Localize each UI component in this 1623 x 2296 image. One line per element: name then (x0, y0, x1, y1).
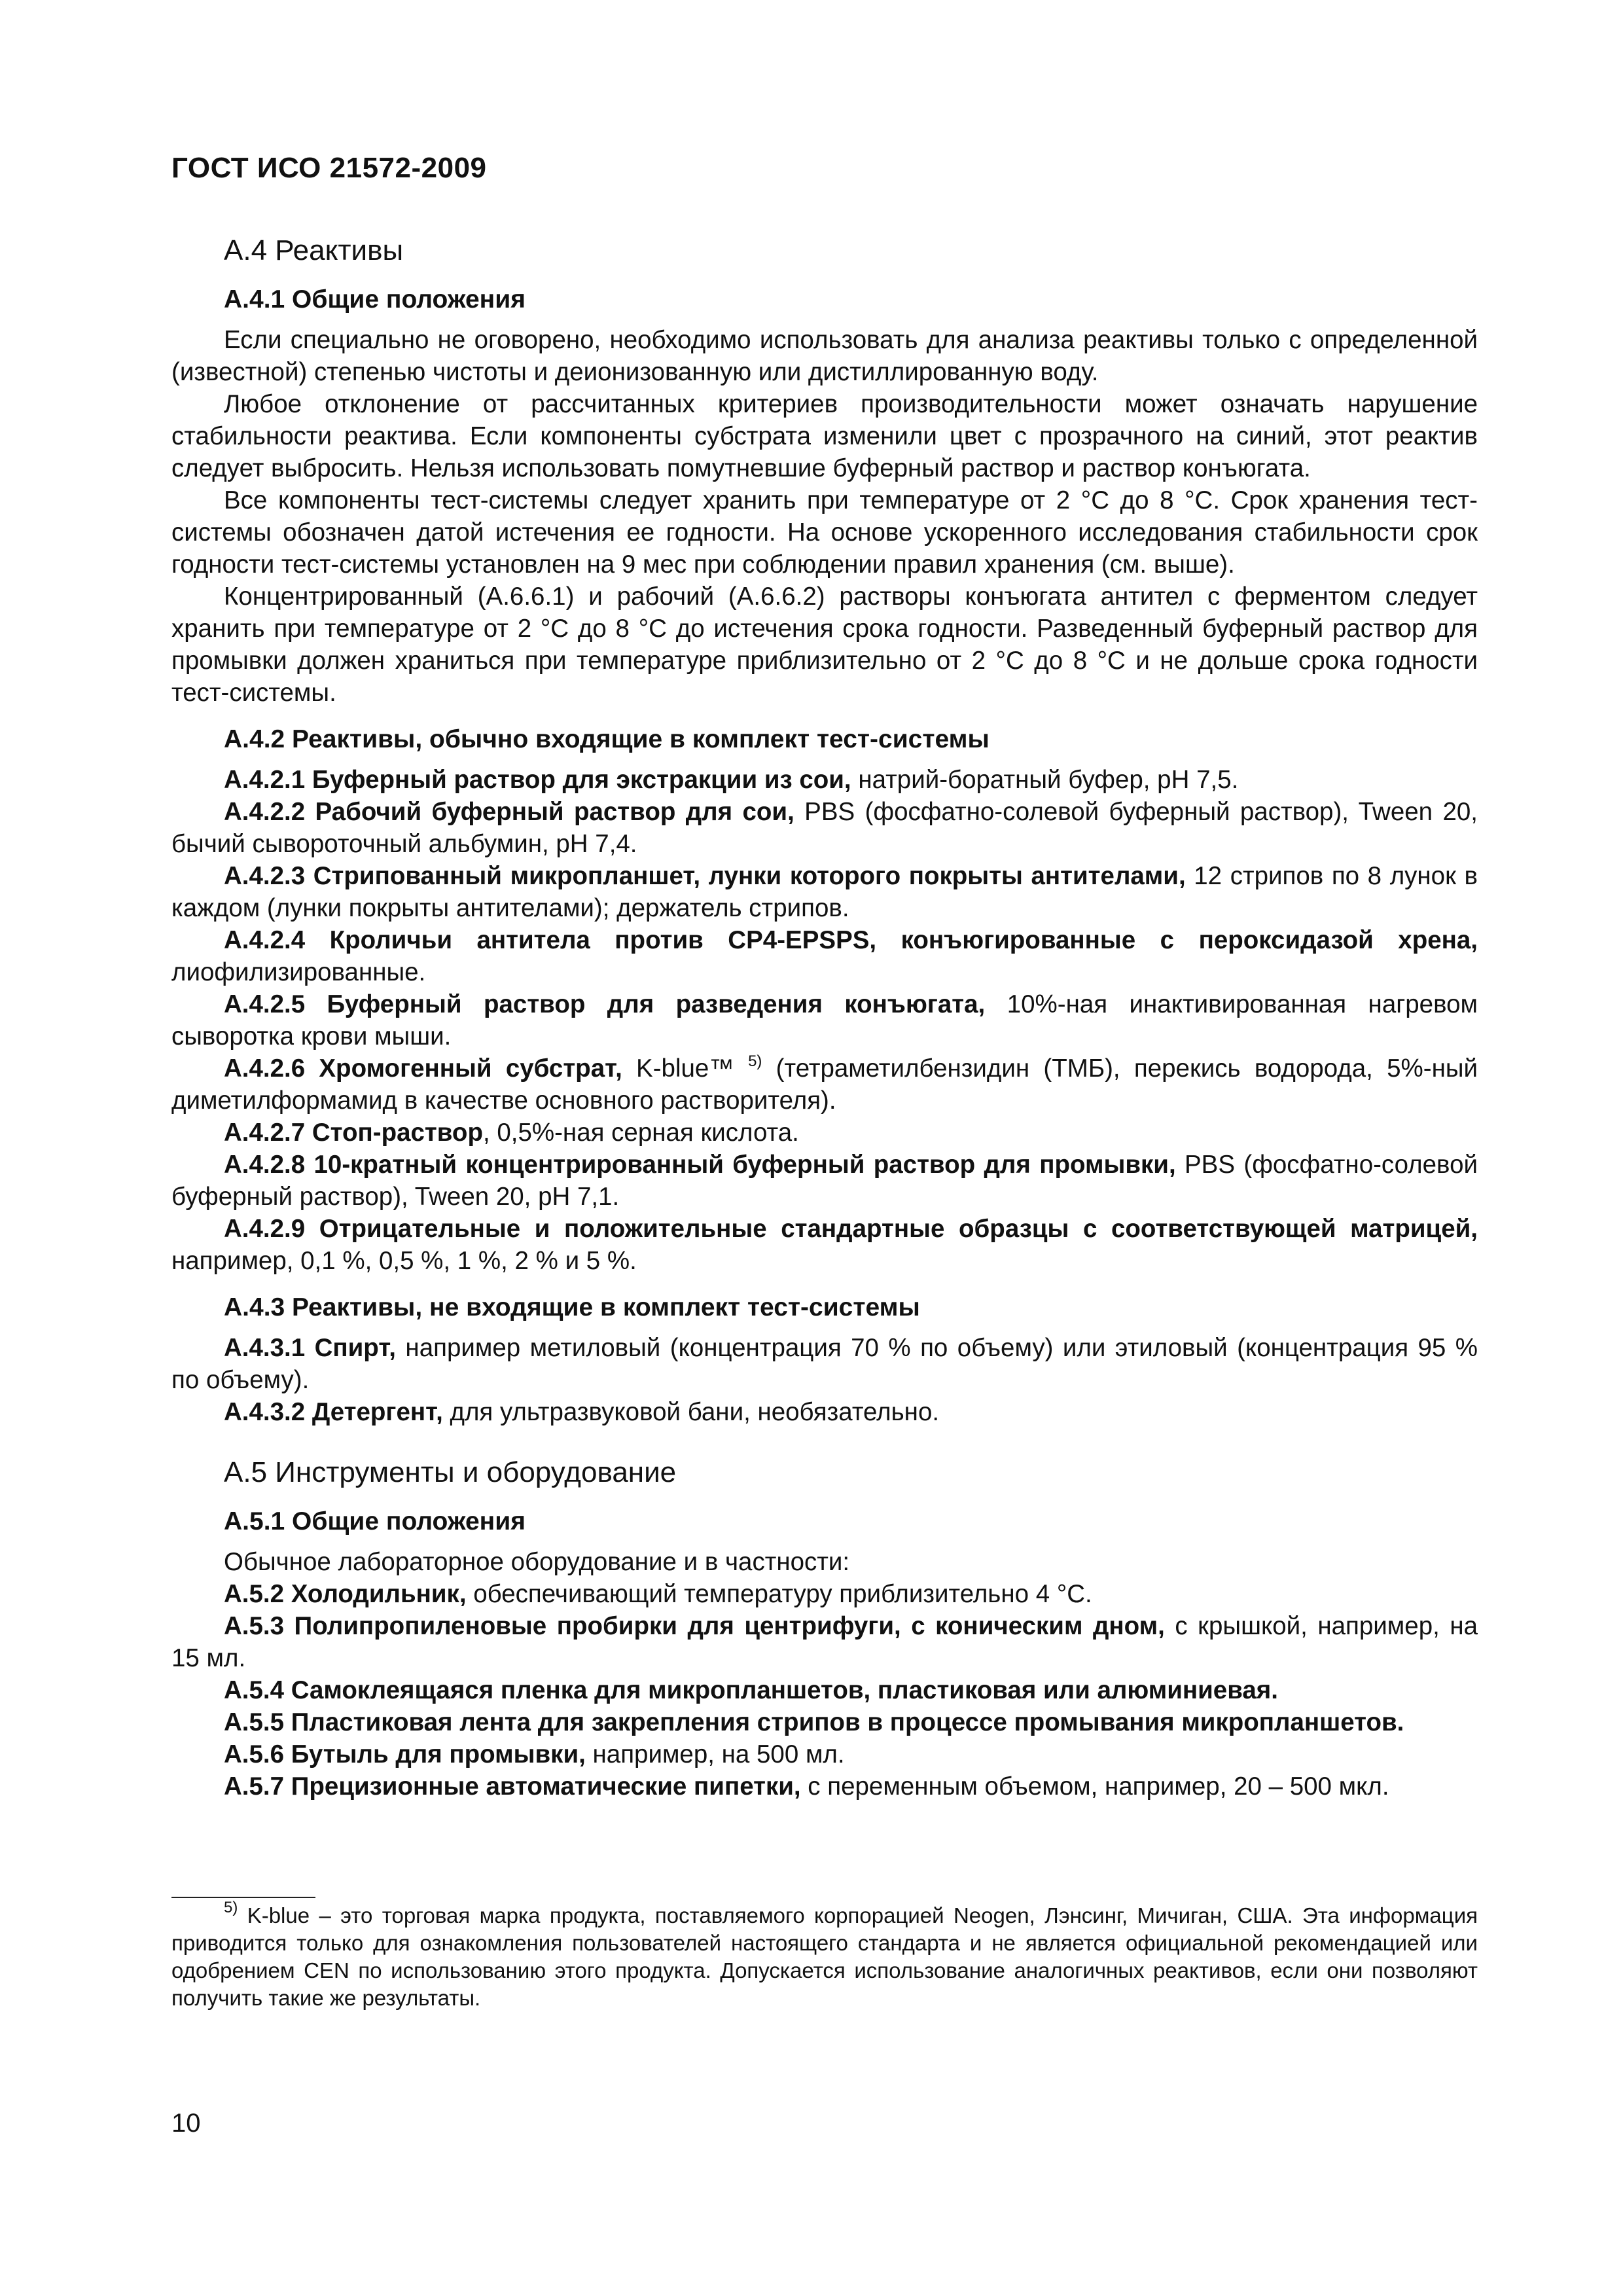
list-item: А.5.3 Полипропиленовые пробирки для центрифуги, с коническим дном, с крышкой, например, на 15 мл. (171, 1612, 1478, 1672)
subsection-a41-title: А.4.1 Общие положения (224, 285, 526, 314)
paragraph: Любое отклонение от рассчитанных критериев производительности может означать нарушение стабильности реактива. Если компоненты субстрата изменили цвет с прозрачного на синий, этот реактив следует выбросить. Нельзя использовать помутневшие буферный раствор и раствор конъюгата. (171, 390, 1478, 482)
footnote-ref[interactable]: 5) (748, 1052, 762, 1070)
list-item: А.4.2.2 Рабочий буферный раствор для сои, PBS (фосфатно-солевой буферный раствор), Tween 20, бычий сывороточный альбумин, рН 7,4. (171, 798, 1478, 858)
list-item: А.5.6 Бутыль для промывки, например, на 500 мл. (224, 1740, 845, 1768)
footnote: $^{5)}$ K-blue – это торговая марка продукта, поставляемого корпорацией Neogen, Лэнсинг, Мичиган, США. Эта информация приводится только для ознакомления пользователей настоящего стандарта и не является официальной рекомендацией или одобрением CEN по использованию этого продукта. Допускается использование аналогичных реактивов, если они позволяют получить такие же результаты. (171, 1899, 1478, 2010)
list-item: А.4.2.5 Буферный раствор для разведения конъюгата, 10%-ная инактивированная нагревом сыворотка крови мыши. (171, 990, 1478, 1050)
list-item: А.4.2.8 10-кратный концентрированный буферный раствор для промывки, PBS (фосфатно-солевой буферный раствор), Tween 20, рН 7,1. (171, 1151, 1478, 1211)
document-header: ГОСТ ИСО 21572-2009 (171, 152, 487, 184)
list-item: А.5.5 Пластиковая лента для закрепления стрипов в процессе промывания микропланшетов. (224, 1708, 1404, 1736)
list-item: А.5.7 Прецизионные автоматические пипетки, с переменным объемом, например, 20 – 500 мкл. (224, 1772, 1389, 1801)
section-a5-title: А.5 Инструменты и оборудование (224, 1456, 677, 1488)
list-item: А.4.3.1 Спирт, например метиловый (концентрация 70 % по объему) или этиловый (концентрация 95 % по объему). (171, 1334, 1478, 1394)
paragraph: Обычное лабораторное оборудование и в частности: (224, 1548, 850, 1576)
list-item: А.5.2 Холодильник, обеспечивающий температуру приблизительно 4 °С. (224, 1580, 1092, 1608)
subsection-a43-title: А.4.3 Реактивы, не входящие в комплект тест-системы (224, 1293, 920, 1321)
page-number: 10 (171, 2109, 201, 2138)
list-item: А.4.2.1 Буферный раствор для экстракции из сои, натрий-боратный буфер, рН 7,5. (224, 766, 1239, 794)
list-item: А.4.2.9 Отрицательные и положительные стандартные образцы с соответствующей матрицей, например, 0,1 %, 0,5 %, 1 %, 2 % и 5 %. (171, 1215, 1478, 1275)
list-item: А.4.2.4 Кроличьи антитела против СР4-EPSPS, конъюгированные с пероксидазой хрена, лиофилизированные. (171, 926, 1478, 986)
subsection-a51-title: А.5.1 Общие положения (224, 1507, 526, 1535)
subsection-a42-title: А.4.2 Реактивы, обычно входящие в комплект тест-системы (224, 725, 990, 753)
paragraph: Если специально не оговорено, необходимо использовать для анализа реактивы только с определенной (известной) степенью чистоты и деионизованную или дистиллированную воду. (171, 326, 1478, 386)
list-item: А.4.2.6 Хромогенный субстрат, K-blue™ $^{5)}$ (тетраметилбензидин (ТМБ), перекись водорода, 5%-ный диметилформамид в качестве основного растворителя). (171, 1052, 1478, 1115)
list-item: А.4.2.3 Стрипованный микропланшет, лунки которого покрыты антителами, 12 стрипов по 8 лунок в каждом (лунки покрыты антителами); держатель стрипов. (171, 862, 1478, 922)
section-a4-title: А.4 Реактивы (224, 234, 404, 266)
footnote-mark: 5) (224, 1899, 238, 1916)
list-item: А.4.3.2 Детергент, для ультразвуковой бани, необязательно. (224, 1398, 940, 1426)
main-column (171, 232, 1478, 1803)
list-item: А.5.4 Самоклеящаяся пленка для микропланшетов, пластиковая или алюминиевая. (224, 1676, 1278, 1704)
paragraph: Концентрированный (А.6.6.1) и рабочий (А.6.6.2) растворы конъюгата антител с ферментом следует хранить при температуре от 2 °С до 8 °С до истечения срока годности. Разведенный буферный раствор для промывки должен храниться при температуре приблизительно от 2 °С до 8 °С и не дольше срока годности тест-системы. (171, 583, 1478, 707)
list-item: А.4.2.7 Стоп-раствор, 0,5%-ная серная кислота. (224, 1119, 799, 1147)
footnote-divider (171, 1897, 315, 1898)
paragraph: Все компоненты тест-системы следует хранить при температуре от 2 °С до 8 °С. Срок хранения тест-системы обозначен датой истечения ее годности. На основе ускоренного исследования стабильности срок годности тест-системы установлен на 9 мес при соблюдении правил хранения (см. выше). (171, 486, 1478, 579)
